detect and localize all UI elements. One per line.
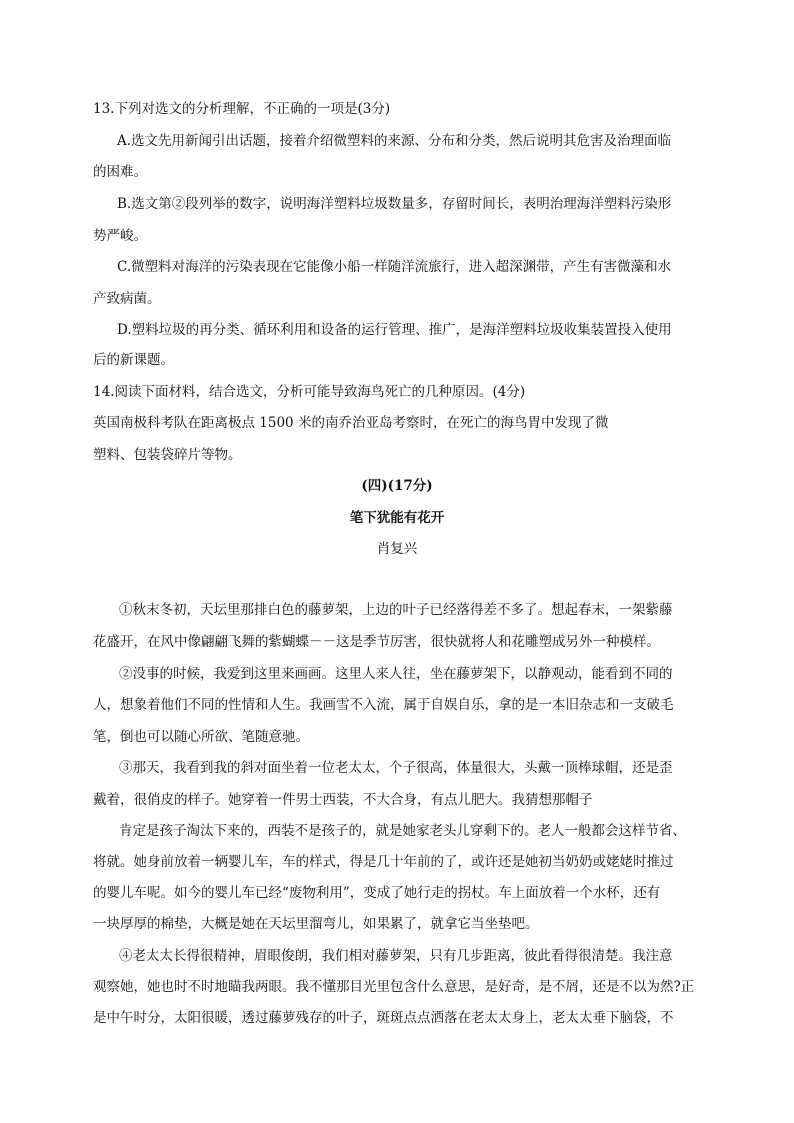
q14-stem: 14.阅读下面材料，结合选文，分析可能导致海鸟死亡的几种原因。(4分) bbox=[93, 384, 526, 400]
q13-option-c-line2: 产致病菌。 bbox=[93, 291, 161, 307]
section-heading: (四)(17分) bbox=[361, 478, 433, 494]
q14-material-line2: 塑料、包装袋碎片等物。 bbox=[93, 447, 242, 463]
paragraph-4-line3: 是中午时分，太阳很暖，透过藤萝残存的叶子，斑斑点点洒落在老太太身上，老太太垂下脑袋，不 bbox=[93, 1010, 674, 1026]
paragraph-2-line2: 人，想象着他们不同的性情和人生。我画雪不入流，属于自娱自乐，拿的是一本旧杂志和一支破毛 bbox=[93, 697, 674, 713]
paragraph-3-line6: 一块厚厚的棉垫，大概是她在天坛里溜弯儿，如果累了，就拿它当坐垫吧。 bbox=[93, 916, 539, 932]
q13-option-b-line1: B.选文第②段列举的数字，说明海洋塑料垃圾数量多，存留时间长，表明治理海洋塑料污染形 bbox=[117, 196, 672, 212]
q13-option-b-line2: 势严峻。 bbox=[93, 228, 147, 244]
article-author: 肖复兴 bbox=[376, 541, 418, 557]
article-title: 笔下犹能有花开 bbox=[349, 510, 445, 526]
paragraph-1-line1: ①秋末冬初，天坛里那排白色的藤萝架，上边的叶子已经落得差不多了。想起春末，一架紫藤 bbox=[119, 602, 673, 618]
paragraph-3-line4: 将就。她身前放着一辆婴儿车，车的样式，得是几十年前的了，或许还是她初当奶奶或姥姥时推过 bbox=[93, 854, 674, 870]
q14-material-line1: 英国南极科考队在距离极点 1500 米的南乔治亚岛考察时，在死亡的海鸟胃中发现了微 bbox=[93, 415, 609, 431]
q13-option-a-line2: 的困难。 bbox=[93, 164, 147, 180]
paragraph-3-line3: 肯定是孩子淘汰下来的，西装不是孩子的，就是她家老头儿穿剩下的。老人一般都会这样节省、 bbox=[119, 823, 686, 839]
paragraph-2-line1: ②没事的时候，我爱到这里来画画。这里人来人往，坐在藤萝架下，以静观动，能看到不同的 bbox=[119, 666, 673, 682]
q13-stem: 13.下列对选文的分析理解，不正确的一项是(3分) bbox=[93, 101, 391, 117]
paragraph-3-line1: ③那天，我看到我的斜对面坐着一位老太太，个子很高，体量很大，头戴一顶棒球帽，还是歪 bbox=[119, 760, 673, 776]
paragraph-4-line2: 观察她，她也时不时地瞄我两眼。我不懂那目光里包含什么意思，是好奇，是不屑，还是不以为然?正 bbox=[93, 979, 695, 995]
q13-option-d-line1: D.塑料垃圾的再分类、循环利用和设备的运行管理、推广，是海洋塑料垃圾收集装置投入使用 bbox=[117, 322, 672, 338]
paragraph-3-line2: 戴着，很俏皮的样子。她穿着一件男士西装，不大合身，有点儿肥大。我猜想那帽子 bbox=[93, 792, 593, 808]
paragraph-4-line1: ④老太太长得很精神，眉眼俊朗，我们相对藤萝架，只有几步距离，彼此看得很清楚。我注意 bbox=[119, 948, 673, 964]
q13-option-d-line2: 后的新课题。 bbox=[93, 352, 174, 368]
paragraph-2-line3: 笔，倒也可以随心所欲、笔随意驰。 bbox=[93, 729, 309, 745]
q13-option-a-line1: A.选文先用新闻引出话题，接着介绍微塑料的来源、分布和分类，然后说明其危害及治理面临 bbox=[117, 133, 672, 149]
paragraph-1-line2: 花盛开，在风中像翩翩飞舞的紫蝴蝶－－这是季节厉害，很快就将人和花雕塑成另外一种模样。 bbox=[93, 634, 660, 650]
q13-option-c-line1: C.微塑料对海洋的污染表现在它能像小船一样随洋流旅行，进入超深渊带，产生有害微藻和水 bbox=[117, 259, 672, 275]
paragraph-3-line5: 的婴儿车呢。如今的婴儿车已经“废物利用”，变成了她行走的拐杖。车上面放着一个水杯，还有 bbox=[93, 885, 661, 901]
